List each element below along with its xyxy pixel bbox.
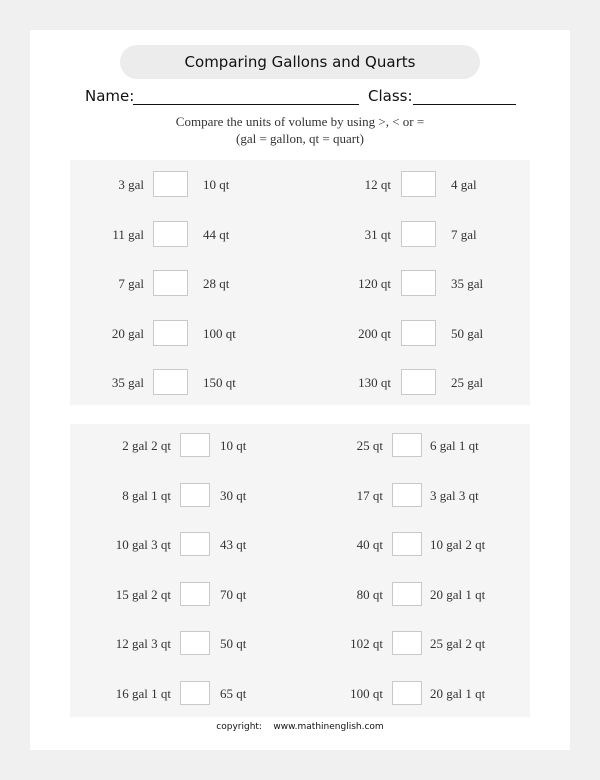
quantity-right: 7 gal xyxy=(451,226,477,242)
answer-box[interactable] xyxy=(401,221,436,247)
quantity-right: 25 gal xyxy=(451,375,484,390)
quantity-left: 102 qt xyxy=(350,636,383,651)
problem-row xyxy=(70,431,530,461)
quantity-left: 100 qt xyxy=(350,685,383,701)
quantity-right: 50 qt xyxy=(220,636,247,651)
quantity-right: 43 qt xyxy=(220,537,247,552)
problem-row xyxy=(70,170,530,200)
quantity-right: 100 qt xyxy=(203,325,236,341)
quantity-left: 10 gal 3 qt xyxy=(115,537,171,552)
quantity-right: 44 qt xyxy=(203,226,230,242)
quantity-left: 25 qt xyxy=(356,438,383,453)
quantity-right: 6 gal 1 qt xyxy=(430,438,479,453)
problem-row xyxy=(70,629,530,659)
problem-row xyxy=(70,368,530,398)
quantity-right: 10 qt xyxy=(220,438,247,453)
quantity-right: 70 qt xyxy=(220,586,247,602)
quantity-left: 12 qt xyxy=(364,177,391,192)
answer-box[interactable] xyxy=(401,270,436,296)
answer-box[interactable] xyxy=(392,433,422,457)
class-label: Class: xyxy=(368,87,413,105)
name-label: Name: xyxy=(85,87,135,105)
quantity-right: 20 gal 1 qt xyxy=(430,685,486,701)
worksheet xyxy=(30,30,570,750)
problem-row xyxy=(70,481,530,511)
class-line[interactable] xyxy=(413,104,516,105)
quantity-right: 10 qt xyxy=(203,177,230,192)
answer-box[interactable] xyxy=(392,631,422,655)
worksheet-title: Comparing Gallons and Quarts xyxy=(120,45,480,79)
answer-box[interactable] xyxy=(392,532,422,556)
answer-box[interactable] xyxy=(392,483,422,507)
quantity-left: 120 qt xyxy=(358,276,391,291)
quantity-left: 15 gal 2 qt xyxy=(115,586,171,602)
quantity-left: 80 qt xyxy=(356,586,383,602)
quantity-left: 31 qt xyxy=(364,226,391,242)
quantity-left: 11 gal xyxy=(112,226,144,242)
problem-row xyxy=(70,269,530,299)
instructions-line-2: (gal = gallon, qt = quart) xyxy=(235,131,365,146)
problem-row xyxy=(70,679,530,709)
quantity-left: 40 qt xyxy=(356,537,383,552)
problem-row xyxy=(70,319,530,349)
quantity-left: 16 gal 1 qt xyxy=(115,685,171,701)
quantity-left: 20 gal xyxy=(111,325,144,341)
quantity-right: 65 qt xyxy=(220,685,247,701)
quantity-right: 50 gal xyxy=(451,325,484,341)
name-line[interactable] xyxy=(133,104,359,105)
quantity-left: 12 gal 3 qt xyxy=(115,636,171,651)
quantity-left: 8 gal 1 qt xyxy=(122,487,171,503)
section-2-panel xyxy=(70,424,530,717)
answer-box[interactable] xyxy=(401,369,436,395)
quantity-left: 2 gal 2 qt xyxy=(122,438,171,453)
instructions-line-1: Compare the units of volume by using >, < or = xyxy=(175,114,425,129)
quantity-right: 4 gal xyxy=(451,177,477,192)
quantity-right: 28 qt xyxy=(203,276,230,291)
section-1-panel xyxy=(70,160,530,405)
quantity-right: 30 qt xyxy=(220,487,247,503)
quantity-left: 7 gal xyxy=(118,276,144,291)
quantity-right: 3 gal 3 qt xyxy=(430,487,479,503)
answer-box[interactable] xyxy=(392,582,422,606)
quantity-right: 35 gal xyxy=(451,276,484,291)
quantity-left: 3 gal xyxy=(118,177,144,192)
problem-row xyxy=(70,220,530,250)
quantity-left: 17 qt xyxy=(356,487,383,503)
answer-box[interactable] xyxy=(401,320,436,346)
answer-box[interactable] xyxy=(401,171,436,197)
quantity-right: 150 qt xyxy=(203,375,236,390)
quantity-right: 10 gal 2 qt xyxy=(430,537,486,552)
copyright: copyright: www.mathinenglish.com xyxy=(216,722,384,732)
problem-row xyxy=(70,530,530,560)
quantity-left: 35 gal xyxy=(111,375,144,390)
quantity-right: 25 gal 2 qt xyxy=(430,636,486,651)
answer-box[interactable] xyxy=(392,681,422,705)
problem-row xyxy=(70,580,530,610)
quantity-right: 20 gal 1 qt xyxy=(430,586,486,602)
quantity-left: 200 qt xyxy=(358,325,391,341)
quantity-left: 130 qt xyxy=(358,375,391,390)
